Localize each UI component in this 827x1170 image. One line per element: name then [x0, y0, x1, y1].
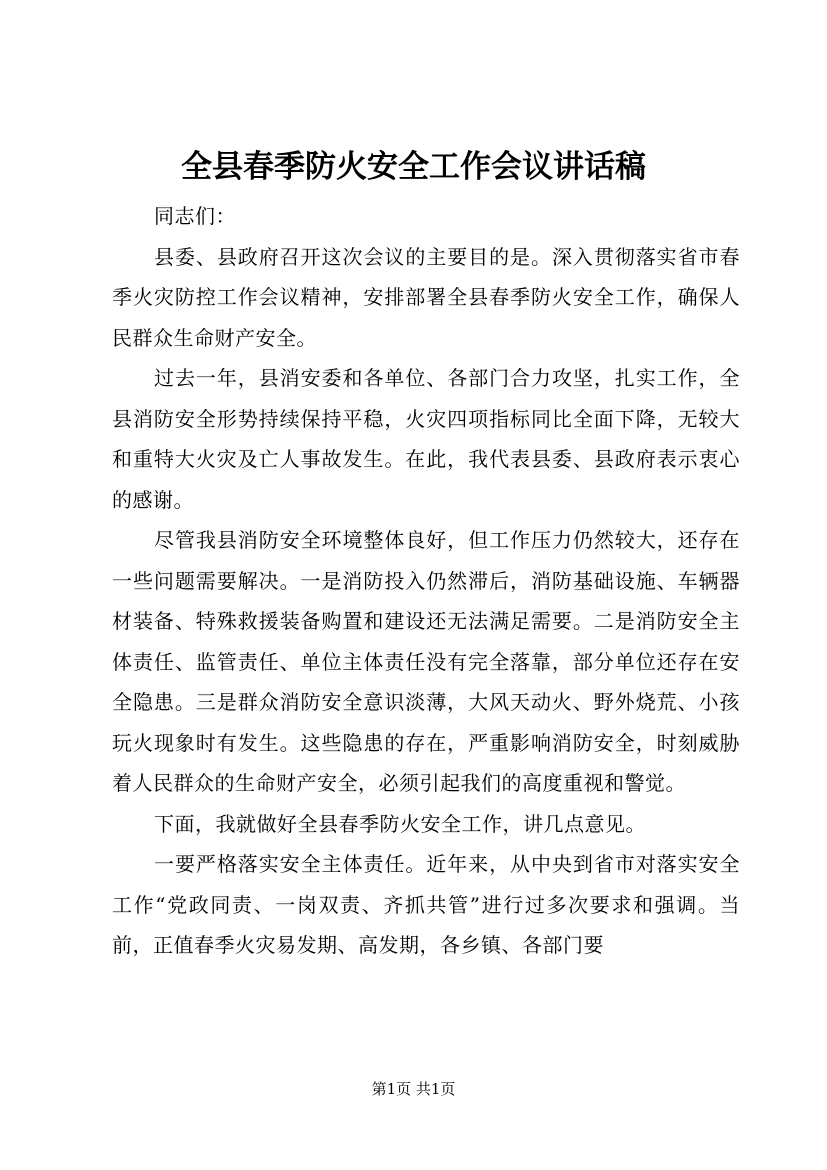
page-number-label: 第1页 共1页 — [371, 1080, 456, 1098]
body-paragraph-opinions: 下面，我就做好全县春季防火安全工作，讲几点意见。 — [154, 811, 646, 836]
body-paragraph-purpose: 县委、县政府召开这次会议的主要目的是。深入贯彻落实省市春季火灾防控工作会议精神，安排部署全县春季防火安全工作，确保人民群众生命财产安全。 — [112, 244, 740, 350]
salutation-paragraph: 同志们： — [154, 204, 236, 228]
body-paragraph-past-year: 过去一年，县消安委和各单位、各部门合力攻坚，扎实工作，全县消防安全形势持续保持平稳，火灾四项指标同比全面下降，无较大和重特大火灾及亡人事故发生。在此，我代表县委、县政府表示衷心的感谢。 — [112, 366, 740, 512]
document-title: 全县春季防火安全工作会议讲话稿 — [181, 149, 646, 185]
document-body — [112, 196, 740, 966]
page-footer — [0, 1078, 827, 1100]
body-paragraph-responsibility: 一要严格落实安全主体责任。近年来，从中央到省市对落实安全工作“党政同责、一岗双责、齐抓共管”进行过多次要求和强调。当前，正值春季火灾易发期、高发期，各乡镇、各部门要 — [112, 852, 740, 957]
body-paragraph-problems: 尽管我县消防安全环境整体良好，但工作压力仍然较大，还存在一些问题需要解决。一是消防投入仍然滞后，消防基础设施、车辆器材装备、特殊救援装备购置和建设还无法满足需要。二是消防安全主体责任、监管责任、单位主体责任没有完全落靠，部分单位还存在安全隐患。三是群众消防安全意识淡薄，大风天动火、野外烧荒、小孩玩火现象时有发生。这些隐患的存在，严重影响消防安全，时刻威胁着人民群众的生命财产安全，必须引起我们的高度重视和警觉。 — [112, 528, 740, 795]
